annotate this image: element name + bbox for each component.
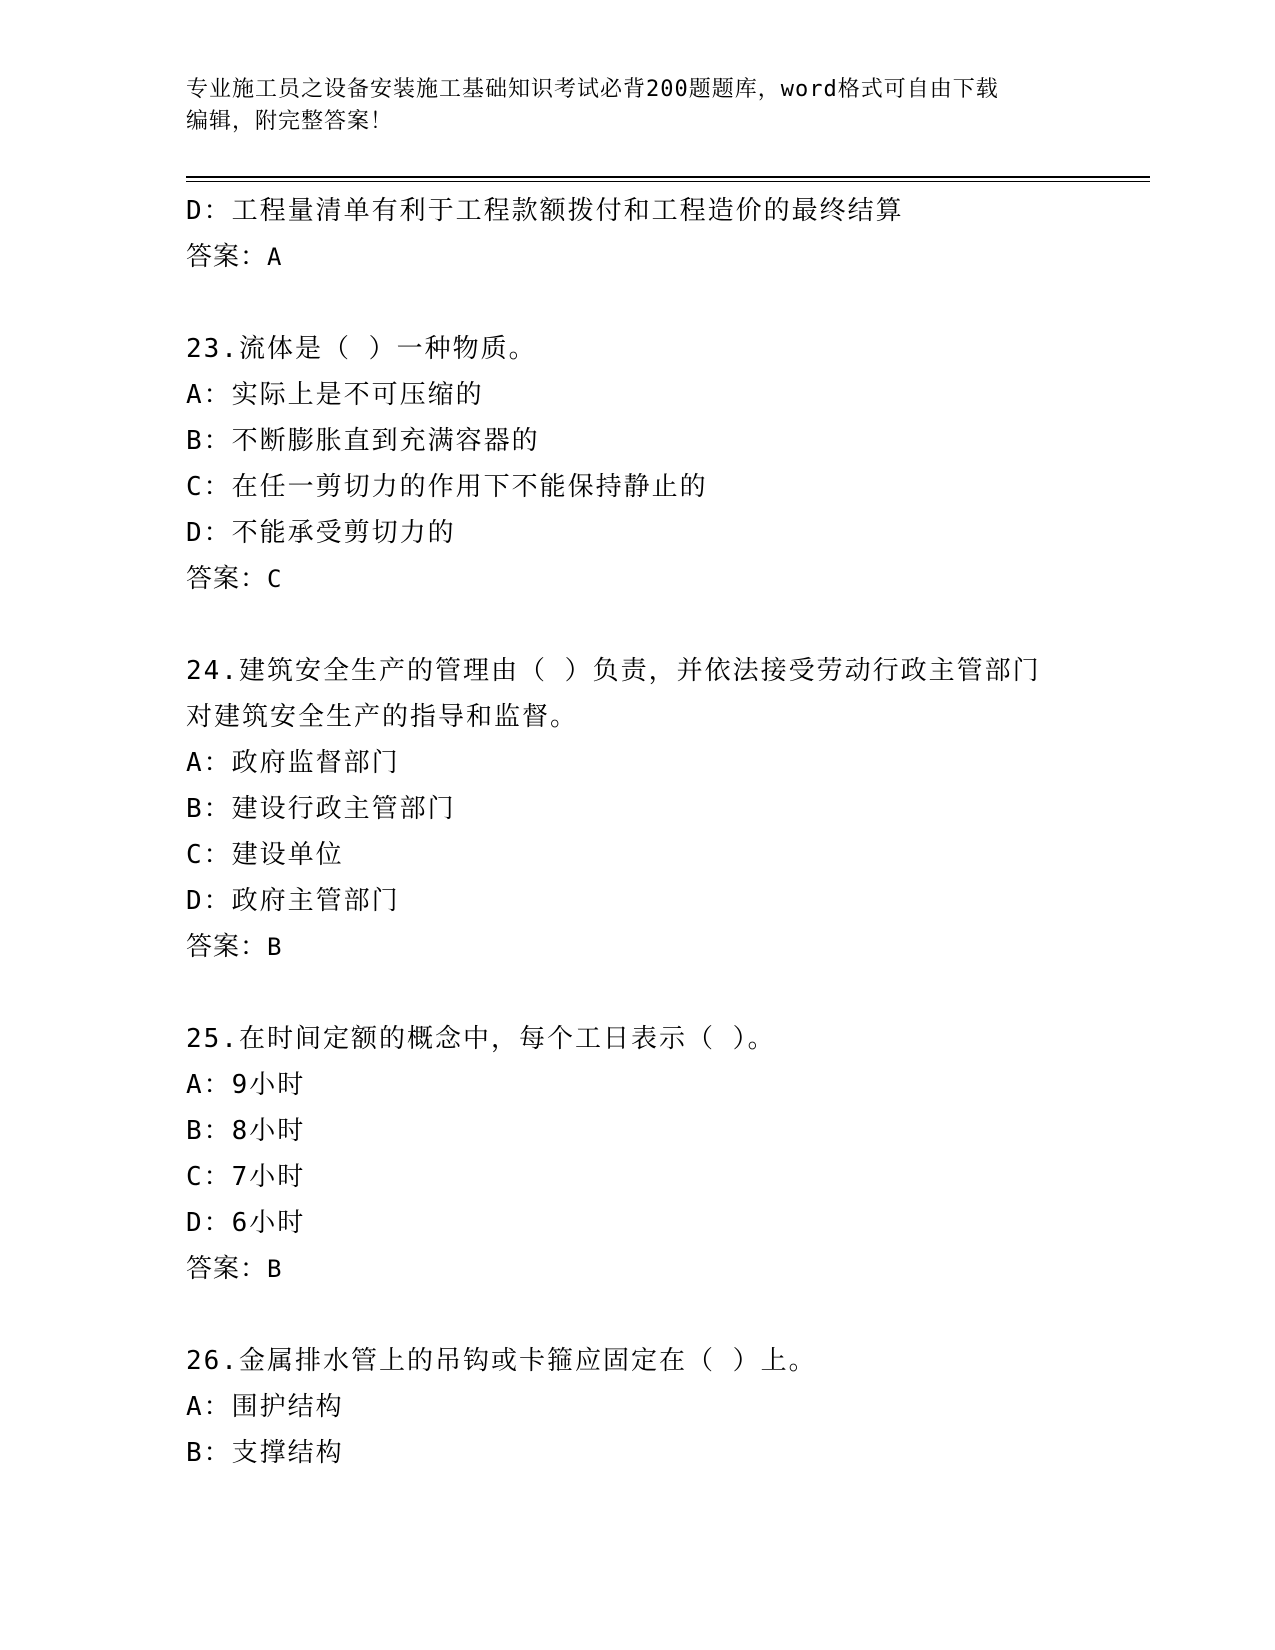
q23-option-c: C：在任一剪切力的作用下不能保持静止的 xyxy=(186,472,708,502)
q23-answer xyxy=(186,556,1086,602)
q23-option-a: A：实际上是不可压缩的 xyxy=(186,380,484,410)
q25-answer xyxy=(186,1246,1086,1292)
document-header xyxy=(186,74,1086,138)
answer-label: 答案： xyxy=(186,1254,268,1284)
q23-option-b: B：不断膨胀直到充满容器的 xyxy=(186,426,540,456)
answer-label: 答案： xyxy=(186,242,268,272)
question-list xyxy=(186,188,1086,1476)
q23-stem: 23.流体是（ ）一种物质。 xyxy=(186,334,537,364)
q26-stem: 26.金属排水管上的吊钩或卡箍应固定在（ ）上。 xyxy=(186,1346,817,1376)
header-divider-thick xyxy=(186,176,1150,178)
prev-answer xyxy=(186,234,1086,280)
spacer xyxy=(186,970,1086,1016)
spacer xyxy=(186,1292,1086,1338)
answer-label: 答案： xyxy=(186,564,268,594)
q25-option-b: B：8小时 xyxy=(186,1116,306,1146)
answer-value: B xyxy=(267,1255,283,1283)
answer-value: C xyxy=(267,565,283,593)
q23-option-d: D：不能承受剪切力的 xyxy=(186,518,456,548)
header-title-line-1: 专业施工员之设备安装施工基础知识考试必背200题题库，word格式可自由下载 xyxy=(186,77,999,102)
header-divider-thin xyxy=(186,181,1150,182)
q24-option-d: D：政府主管部门 xyxy=(186,886,400,916)
q24-stem-line-2: 对建筑安全生产的指导和监督。 xyxy=(186,702,579,732)
q26-option-a: A：围护结构 xyxy=(186,1392,344,1422)
prev-option-d: D：工程量清单有利于工程款额拨付和工程造价的最终结算 xyxy=(186,196,904,226)
spacer xyxy=(186,602,1086,648)
answer-value: B xyxy=(267,933,283,961)
q25-option-d: D：6小时 xyxy=(186,1208,306,1238)
q26-option-b: B：支撑结构 xyxy=(186,1438,344,1468)
q24-option-a: A：政府监督部门 xyxy=(186,748,400,778)
header-title-line-2: 编辑，附完整答案！ xyxy=(186,109,394,134)
q25-option-c: C：7小时 xyxy=(186,1162,306,1192)
q24-answer xyxy=(186,924,1086,970)
q25-stem: 25.在时间定额的概念中，每个工日表示（ ）。 xyxy=(186,1024,776,1054)
answer-label: 答案： xyxy=(186,932,268,962)
q25-option-a: A：9小时 xyxy=(186,1070,306,1100)
spacer xyxy=(186,280,1086,326)
q24-stem-line-1: 24.建筑安全生产的管理由（ ）负责，并依法接受劳动行政主管部门 xyxy=(186,656,1041,686)
q24-option-b: B：建设行政主管部门 xyxy=(186,794,456,824)
q24-option-c: C：建设单位 xyxy=(186,840,344,870)
answer-value: A xyxy=(267,243,283,271)
